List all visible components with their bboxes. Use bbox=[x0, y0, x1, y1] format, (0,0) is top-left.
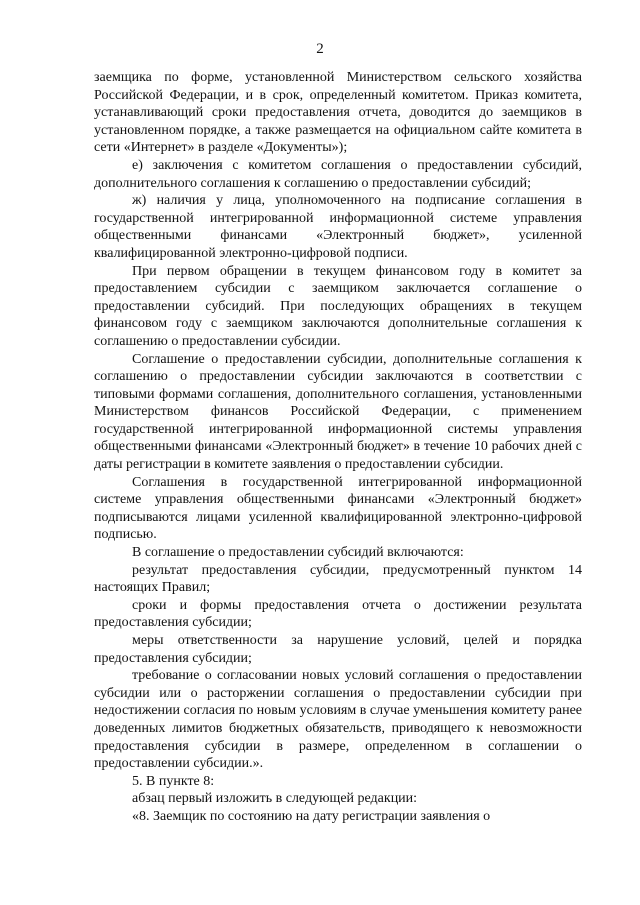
paragraph: 5. В пункте 8: bbox=[132, 773, 215, 789]
paragraph: При первом обращении в текущем финансовом году в комитет за предоставлением субсидии с заемщиком заключается соглашение о предоставлении субсидий. При последующих обращениях в текущем финансовом году с заемщиком заключаются дополнительные соглашения к соглашению о предоставлении субсидии. bbox=[94, 263, 582, 349]
list-item: сроки и формы предоставления отчета о достижении результата предоставления субсидии; bbox=[94, 597, 582, 631]
list-item: результат предоставления субсидии, предусмотренный пунктом 14 настоящих Правил; bbox=[94, 562, 582, 596]
paragraph: ж) наличия у лица, уполномоченного на подписание соглашения в государственной интегрированной информационной системе управления общественными финансами «Электронный бюджет», усиленной квалифицированной электронно-цифровой подписи. bbox=[94, 193, 582, 261]
paragraph: Соглашения в государственной интегрированной информационной системе управления общественными финансами «Электронный бюджет» подписываются лицами усиленной квалифицированной электронно-цифровой подписью. bbox=[94, 474, 582, 543]
paragraph: абзац первый изложить в следующей редакции: bbox=[132, 791, 418, 807]
paragraph: В соглашение о предоставлении субсидий включаются: bbox=[132, 545, 464, 561]
paragraph: е) заключения с комитетом соглашения о предоставлении субсидий, дополнительного соглашения к соглашению о предоставлении субсидий; bbox=[94, 157, 582, 191]
paragraph: Соглашение о предоставлении субсидии, дополнительные соглашения к соглашению о предоставлении субсидии заключаются в соответствии с типовыми формами соглашения, дополнительного соглашения, установленными Министерством финансов Российской Федерации, с применением государственной интегрированной информационной системы управления общественными финансами «Электронный бюджет» в течение 10 рабочих дней с даты регистрации в комитете заявления о предоставлении субсидии. bbox=[94, 351, 582, 473]
list-item: меры ответственности за нарушение условий, целей и порядка предоставления субсидии; bbox=[94, 633, 582, 666]
page-number: 2 bbox=[316, 41, 324, 57]
document-body bbox=[94, 69, 582, 826]
paragraph: заемщика по форме, установленной Министерством сельского хозяйства Российской Федерации, и в срок, определенный комитетом. Приказ комитета, устанавливающий сроки предоставления отчета, доводится до заемщиков в установленном порядке, а также размещается на официальном сайте комитета в сети «Интернет» в разделе «Документы»); bbox=[94, 70, 582, 156]
list-item: требование о согласовании новых условий соглашения о предоставлении субсидии или о расторжении соглашения о предоставлении субсидии при недостижении согласия по новым условиям в случае уменьшения комитету ранее доведенных лимитов бюджетных обязательств, приводящего к невозможности предоставления субсидии в размере, определенном в соглашении о предоставлении субсидии.». bbox=[94, 668, 582, 772]
paragraph: «8. Заемщик по состоянию на дату регистрации заявления о bbox=[132, 808, 491, 824]
